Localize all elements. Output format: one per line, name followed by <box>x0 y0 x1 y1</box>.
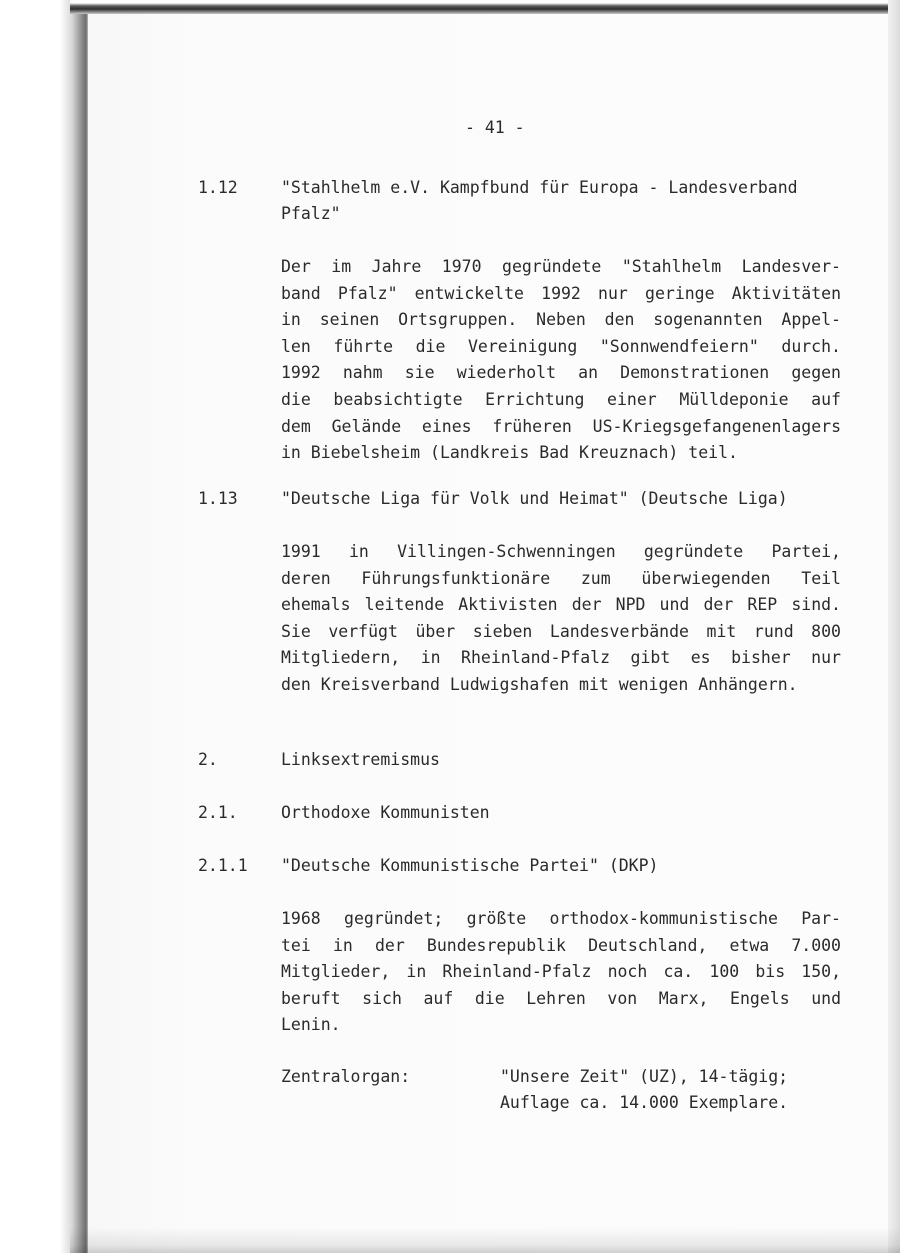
paragraph-line: len führte die Vereinigung "Sonnwendfeiern" durch. <box>281 336 841 356</box>
book-spine-shadow <box>0 0 88 1253</box>
section-number-1-13: 1.13 <box>198 489 238 508</box>
paragraph-line: band Pfalz" entwickelte 1992 nur geringe Aktivitäten <box>281 283 841 303</box>
paragraph-line: in seinen Ortsgruppen. Neben den sogenannten Appel- <box>281 310 841 330</box>
paragraph-2-1-1 <box>281 906 841 1039</box>
paragraph-line: Der im Jahre 1970 gegründete "Stahlhelm Landesver- <box>281 257 841 276</box>
section-heading-2: Linksextremismus <box>281 750 440 769</box>
paragraph-line: tei in der Bundesrepublik Deutschland, etwa 7.000 <box>281 935 841 955</box>
section-heading-1-12-line-2: Pfalz" <box>281 204 341 223</box>
paragraph-line: 1992 nahm sie wiederholt an Demonstrationen gegen <box>281 363 841 383</box>
paragraph-line: ehemals leitende Aktivisten der NPD und der REP sind. <box>281 595 841 615</box>
paragraph-line: Mitgliedern, in Rheinland-Pfalz gibt es bisher nur <box>281 648 841 668</box>
paragraph-line: dem Gelände eines früheren US-Kriegsgefangenenlagers <box>281 416 841 436</box>
section-heading-2-1: Orthodoxe Kommunisten <box>281 803 490 822</box>
page-right-edge <box>888 0 900 1253</box>
section-number-2: 2. <box>198 750 218 769</box>
paragraph-line: deren Führungsfunktionäre zum überwiegenden Teil <box>281 568 841 588</box>
zentralorgan-label: Zentralorgan: <box>281 1067 411 1086</box>
section-heading-1-13: "Deutsche Liga für Volk und Heimat" (Deutsche Liga) <box>281 489 788 508</box>
paragraph-1-12 <box>281 254 841 467</box>
page-bottom-shadow <box>70 1227 900 1253</box>
paragraph-line: 1968 gegründet; größte orthodox-kommunistische Par- <box>281 909 841 928</box>
page-top-edge <box>70 0 900 14</box>
zentralorgan-value-line-2: Auflage ca. 14.000 Exemplare. <box>500 1093 789 1112</box>
section-heading-2-1-1: "Deutsche Kommunistische Partei" (DKP) <box>281 856 659 875</box>
section-heading-1-12-line-1: "Stahlhelm e.V. Kampfbund für Europa - Landesverband <box>281 178 798 197</box>
paragraph-line: 1991 in Villingen-Schwenningen gegründete Partei, <box>281 542 841 561</box>
section-number-1-12: 1.12 <box>198 178 238 197</box>
paragraph-line: Sie verfügt über sieben Landesverbände mit rund 800 <box>281 621 841 641</box>
paragraph-1-13 <box>281 539 841 699</box>
section-number-2-1-1: 2.1.1 <box>198 856 248 875</box>
paragraph-line: die beabsichtigte Errichtung einer Mülldeponie auf <box>281 389 841 409</box>
section-number-2-1: 2.1. <box>198 803 238 822</box>
paragraph-line: Mitglieder, in Rheinland-Pfalz noch ca. 100 bis 150, <box>281 962 841 982</box>
zentralorgan-value-line-1: "Unsere Zeit" (UZ), 14-tägig; <box>500 1067 789 1086</box>
paragraph-line: den Kreisverband Ludwigshafen mit wenigen Anhängern. <box>281 674 798 694</box>
paragraph-line: beruft sich auf die Lehren von Marx, Engels und <box>281 988 841 1008</box>
paragraph-line: in Biebelsheim (Landkreis Bad Kreuznach) teil. <box>281 443 738 463</box>
page-number: - 41 - <box>465 118 525 137</box>
paragraph-line: Lenin. <box>281 1015 341 1035</box>
